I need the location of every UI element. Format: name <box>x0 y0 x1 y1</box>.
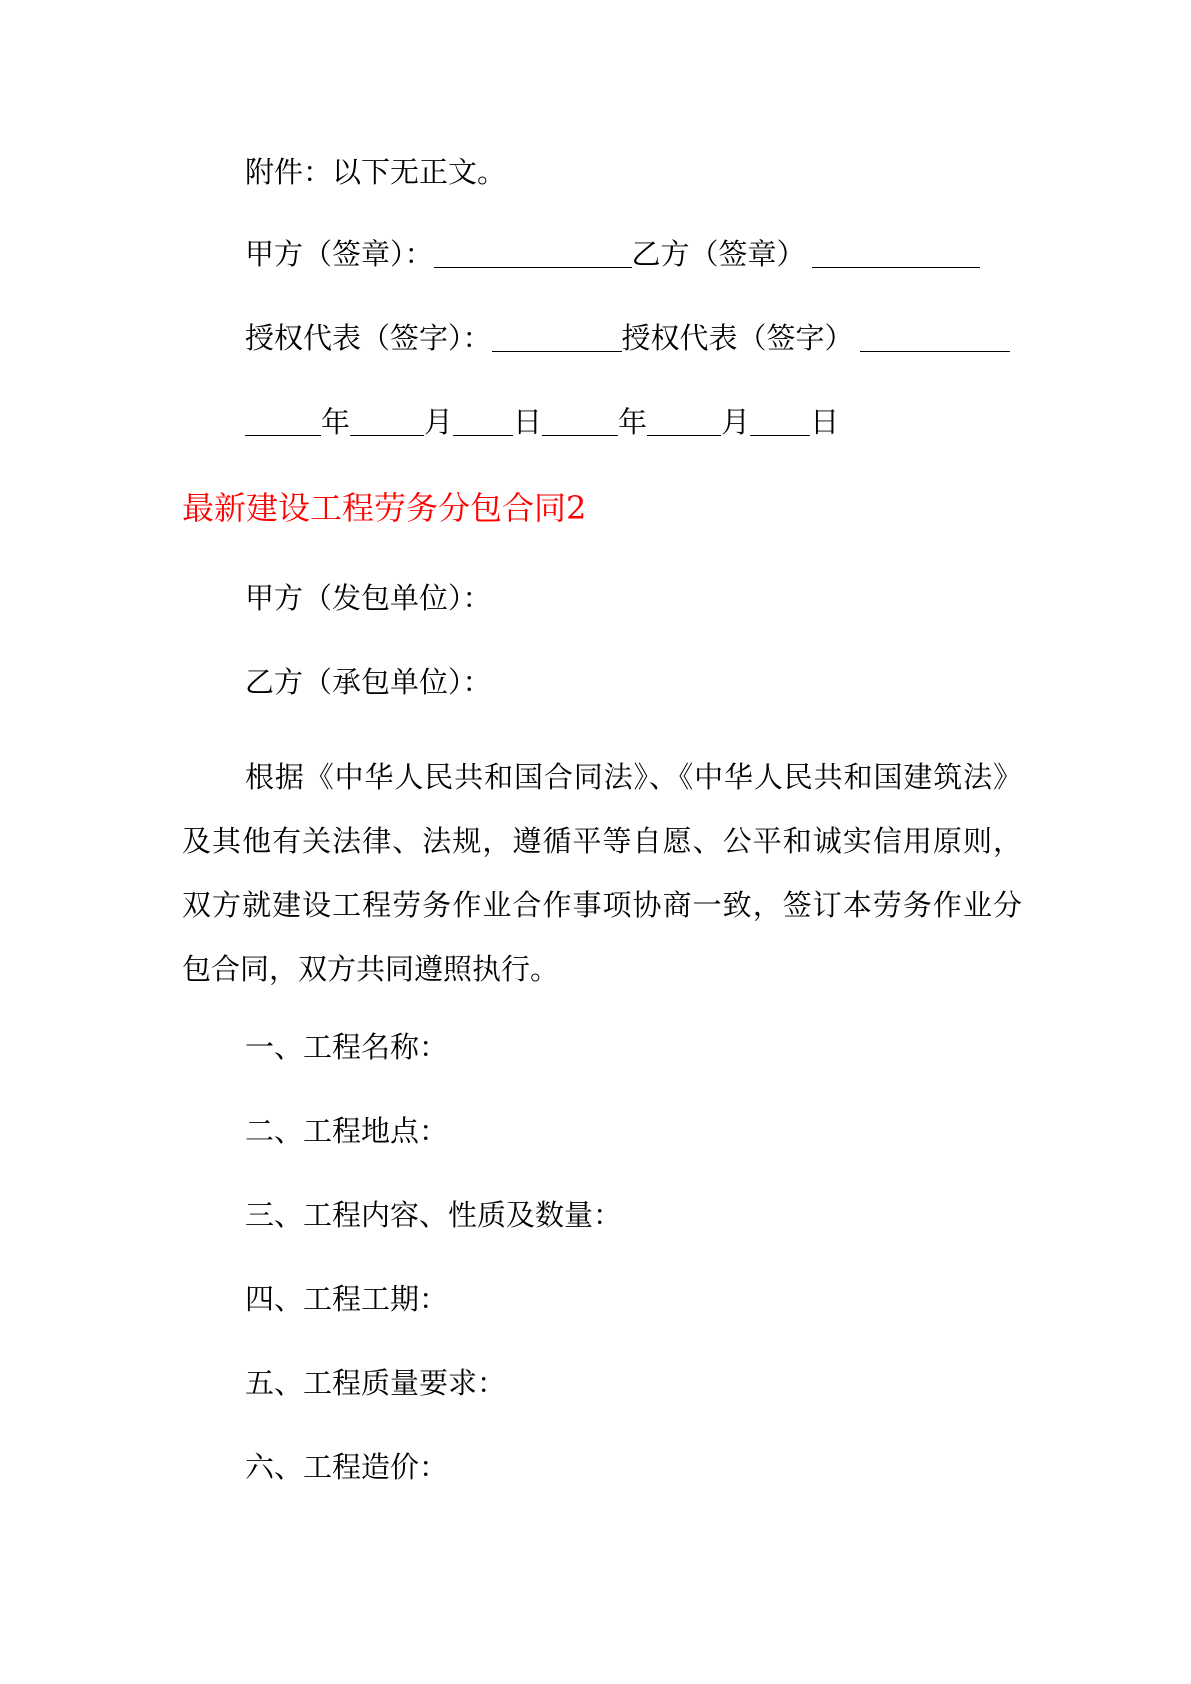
date-month-label: 月 <box>424 405 454 439</box>
date-day-label: 日 <box>810 405 840 439</box>
attachment-line <box>245 154 506 190</box>
party-b-seal-blank <box>812 237 980 268</box>
section-project-duration: 四、工程工期： <box>245 1282 449 1316</box>
section-project-content: 三、工程内容、性质及数量： <box>245 1198 623 1232</box>
date-blank <box>350 405 424 436</box>
date-year-label: 年 <box>321 405 351 439</box>
date-blank <box>245 405 321 436</box>
rep-a-label: 授权代表（签字）： <box>245 321 492 355</box>
preamble-paragraph: 根据《中华人民共和国合同法》、《中华人民共和国建筑法》及其他有关法律、法规，遵循平等自愿、公平和诚实信用原则，双方就建设工程劳务作业合作事项协商一致，签订本劳务作业分包合同，双方共同遵照执行。 <box>182 760 1022 986</box>
date-row <box>245 404 839 440</box>
date-month-label: 月 <box>721 405 751 439</box>
date-blank <box>647 405 721 436</box>
seal-signature-row <box>245 236 980 272</box>
section-quality-requirements: 五、工程质量要求： <box>245 1366 507 1400</box>
party-a-seal-label: 甲方（签章）： <box>245 237 434 271</box>
party-b-line: 乙方（承包单位）： <box>245 665 492 699</box>
rep-b-blank <box>860 321 1010 352</box>
attachment-text: 附件：以下无正文。 <box>245 155 507 189</box>
date-day-label: 日 <box>513 405 543 439</box>
date-blank <box>453 405 513 436</box>
date-blank <box>750 405 810 436</box>
section-project-location: 二、工程地点： <box>245 1114 449 1148</box>
party-b-seal-label: 乙方（签章） <box>631 237 806 271</box>
rep-a-blank <box>492 321 622 352</box>
rep-b-label: 授权代表（签字） <box>621 321 854 355</box>
date-year-label: 年 <box>618 405 648 439</box>
section-project-name: 一、工程名称： <box>245 1030 449 1064</box>
date-blank <box>542 405 618 436</box>
party-a-line: 甲方（发包单位）： <box>245 581 492 615</box>
section-project-cost: 六、工程造价： <box>245 1450 449 1484</box>
contract-title: 最新建设工程劳务分包合同2 <box>182 489 587 527</box>
representative-signature-row <box>245 320 1010 356</box>
party-a-seal-blank <box>434 237 632 268</box>
